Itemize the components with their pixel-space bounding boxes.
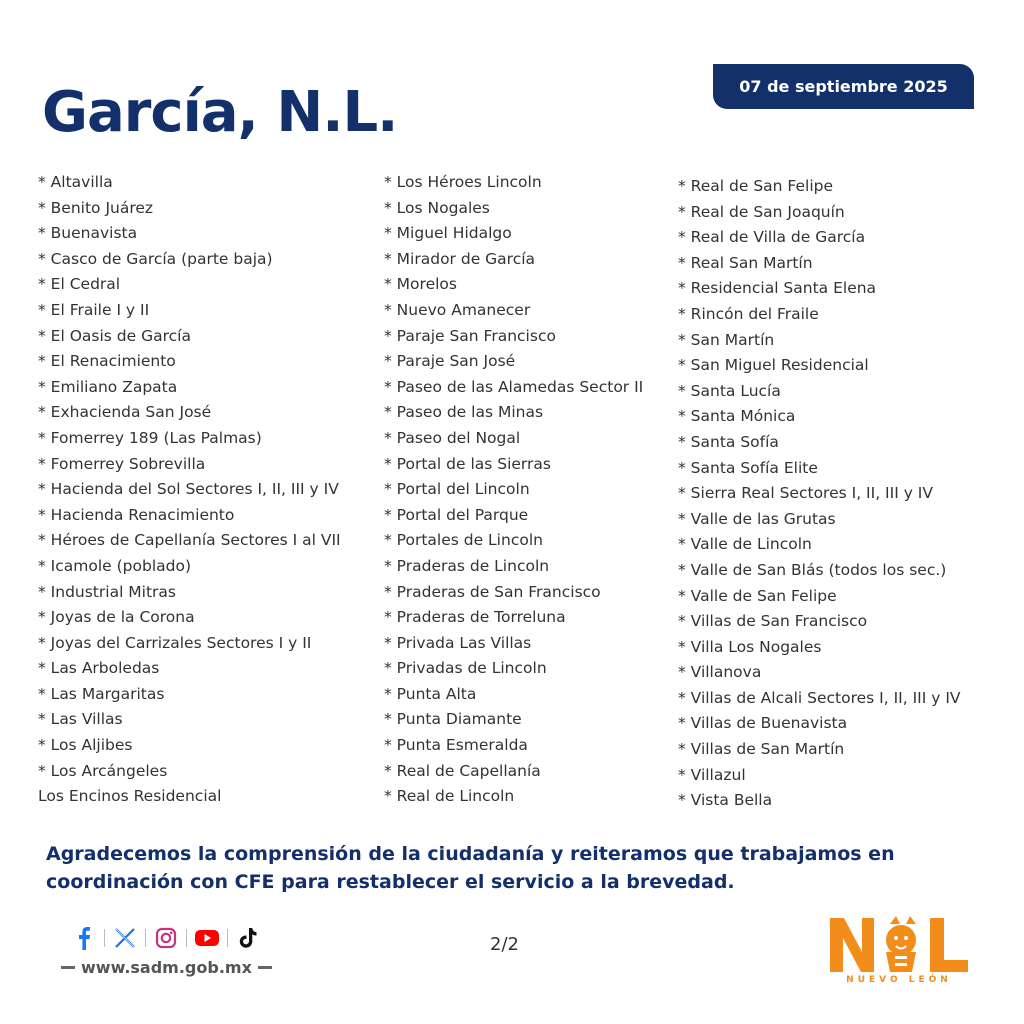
list-item: * Hacienda del Sol Sectores I, II, III y IV <box>38 480 339 499</box>
page-indicator: 2/2 <box>490 934 519 955</box>
list-item: * Paraje San Francisco <box>384 326 556 345</box>
list-item: Los Encinos Residencial <box>38 787 222 806</box>
list-item: * Héroes de Capellanía Sectores I al VII <box>38 531 341 550</box>
list-item: * Los Arcángeles <box>38 761 168 780</box>
list-item: * Punta Alta <box>384 684 477 703</box>
list-item: * Villazul <box>678 765 746 784</box>
tiktok-icon[interactable] <box>234 924 262 952</box>
divider <box>186 929 187 947</box>
list-item: * Benito Juárez <box>38 198 154 217</box>
youtube-icon[interactable] <box>193 924 221 952</box>
list-item: * Vista Bella <box>678 791 773 810</box>
list-item: * Privadas de Lincoln <box>384 659 547 678</box>
list-item: * Real de Villa de García <box>678 228 866 247</box>
list-item: * Real de Capellanía <box>384 761 541 780</box>
neighborhood-list-column-2 <box>384 171 643 811</box>
list-item: * Santa Sofía Elite <box>678 458 818 477</box>
list-item: * Valle de las Grutas <box>678 509 836 528</box>
list-item: * Emiliano Zapata <box>38 377 178 396</box>
list-item: * Paseo de las Minas <box>384 403 544 422</box>
x-icon[interactable] <box>111 924 139 952</box>
list-item: * Villa Los Nogales <box>678 637 822 656</box>
list-item: * Casco de García (parte baja) <box>38 249 273 268</box>
list-item: * Buenavista <box>38 224 138 243</box>
website-link[interactable]: www.sadm.gob.mx <box>81 958 252 977</box>
list-item: * Paseo del Nogal <box>384 428 521 447</box>
list-item: * Real San Martín <box>678 253 813 272</box>
date-badge <box>713 64 974 109</box>
page-title: García, N.L. <box>42 80 398 145</box>
list-item: * Icamole (poblado) <box>38 556 192 575</box>
divider <box>258 966 272 969</box>
list-item: * Las Villas <box>38 710 123 729</box>
website[interactable] <box>55 958 278 977</box>
list-item: * Santa Mónica <box>678 407 796 426</box>
list-item: * Praderas de San Francisco <box>384 582 601 601</box>
neighborhood-list-column-3 <box>678 175 961 815</box>
list-item: * Hacienda Renacimiento <box>38 505 235 524</box>
list-item: * Residencial Santa Elena <box>678 279 877 298</box>
list-item: * Sierra Real Sectores I, II, III y IV <box>678 484 933 503</box>
divider <box>227 929 228 947</box>
list-item: * Las Margaritas <box>38 684 165 703</box>
list-item: * El Oasis de García <box>38 326 191 345</box>
list-item: * Joyas del Carrizales Sectores I y II <box>38 633 312 652</box>
divider <box>145 929 146 947</box>
list-item: * Punta Diamante <box>384 710 522 729</box>
list-item: * El Fraile I y II <box>38 300 150 319</box>
list-item: * Real de San Felipe <box>678 177 833 195</box>
list-item: * Miguel Hidalgo <box>384 224 512 243</box>
list-item: * San Martín <box>678 330 775 349</box>
list-item: * Los Héroes Lincoln <box>384 173 542 191</box>
divider <box>61 966 75 969</box>
list-item: * Los Nogales <box>384 198 490 217</box>
list-item: * Los Aljibes <box>38 736 133 755</box>
list-item: * Villas de Buenavista <box>678 714 848 733</box>
list-item: * Mirador de García <box>384 249 536 268</box>
list-item: * Industrial Mitras <box>38 582 177 601</box>
instagram-icon[interactable] <box>152 924 180 952</box>
list-item: * Portales de Lincoln <box>384 531 543 550</box>
list-item: * Valle de San Blás (todos los sec.) <box>678 560 947 579</box>
list-item: * Joyas de la Corona <box>38 608 195 627</box>
list-item: * Fomerrey 189 (Las Palmas) <box>38 428 262 447</box>
list-item: * Punta Esmeralda <box>384 736 528 755</box>
list-item: * Santa Sofía <box>678 432 779 451</box>
list-item: * Valle de San Felipe <box>678 586 837 605</box>
date-text: 07 de septiembre 2025 <box>739 77 948 96</box>
social-links <box>70 924 262 952</box>
list-item: * Exhacienda San José <box>38 403 212 422</box>
list-item: * Nuevo Amanecer <box>384 300 531 319</box>
list-item: * Praderas de Torreluna <box>384 608 566 627</box>
closing-message: Agradecemos la comprensión de la ciudadanía y reiteramos que trabajamos en coordinación con CFE para restablecer el servicio a la brevedad. <box>46 843 895 893</box>
list-item: * Portal de las Sierras <box>384 454 551 473</box>
list-item: * Paseo de las Alamedas Sector II <box>384 377 644 396</box>
list-item: * San Miguel Residencial <box>678 356 869 375</box>
list-item: * Real de Lincoln <box>384 787 515 806</box>
facebook-icon[interactable] <box>70 924 98 952</box>
list-item: * El Cedral <box>38 275 121 294</box>
list-item: * Portal del Lincoln <box>384 480 530 499</box>
list-item: * Real de San Joaquín <box>678 202 845 221</box>
list-item: * Santa Lucía <box>678 381 781 400</box>
list-item: * Fomerrey Sobrevilla <box>38 454 206 473</box>
list-item: * Morelos <box>384 275 457 294</box>
list-item: * Portal del Parque <box>384 505 529 524</box>
list-item: * Praderas de Lincoln <box>384 556 550 575</box>
logo-caption: NUEVO LEÓN <box>846 975 952 985</box>
list-item: * Villas de San Francisco <box>678 612 868 631</box>
list-item: * El Renacimiento <box>38 352 176 371</box>
list-item: * Villas de San Martín <box>678 740 845 759</box>
neighborhood-list-column-1 <box>38 171 341 811</box>
divider <box>104 929 105 947</box>
list-item: * Privada Las Villas <box>384 633 532 652</box>
list-item: * Las Arboledas <box>38 659 160 678</box>
list-item: * Valle de Lincoln <box>678 535 812 554</box>
list-item: * Altavilla <box>38 173 113 191</box>
list-item: * Rincón del Fraile <box>678 304 819 323</box>
list-item: * Paraje San José <box>384 352 516 371</box>
list-item: * Villanova <box>678 663 762 682</box>
list-item: * Villas de Alcali Sectores I, II, III y IV <box>678 688 961 707</box>
